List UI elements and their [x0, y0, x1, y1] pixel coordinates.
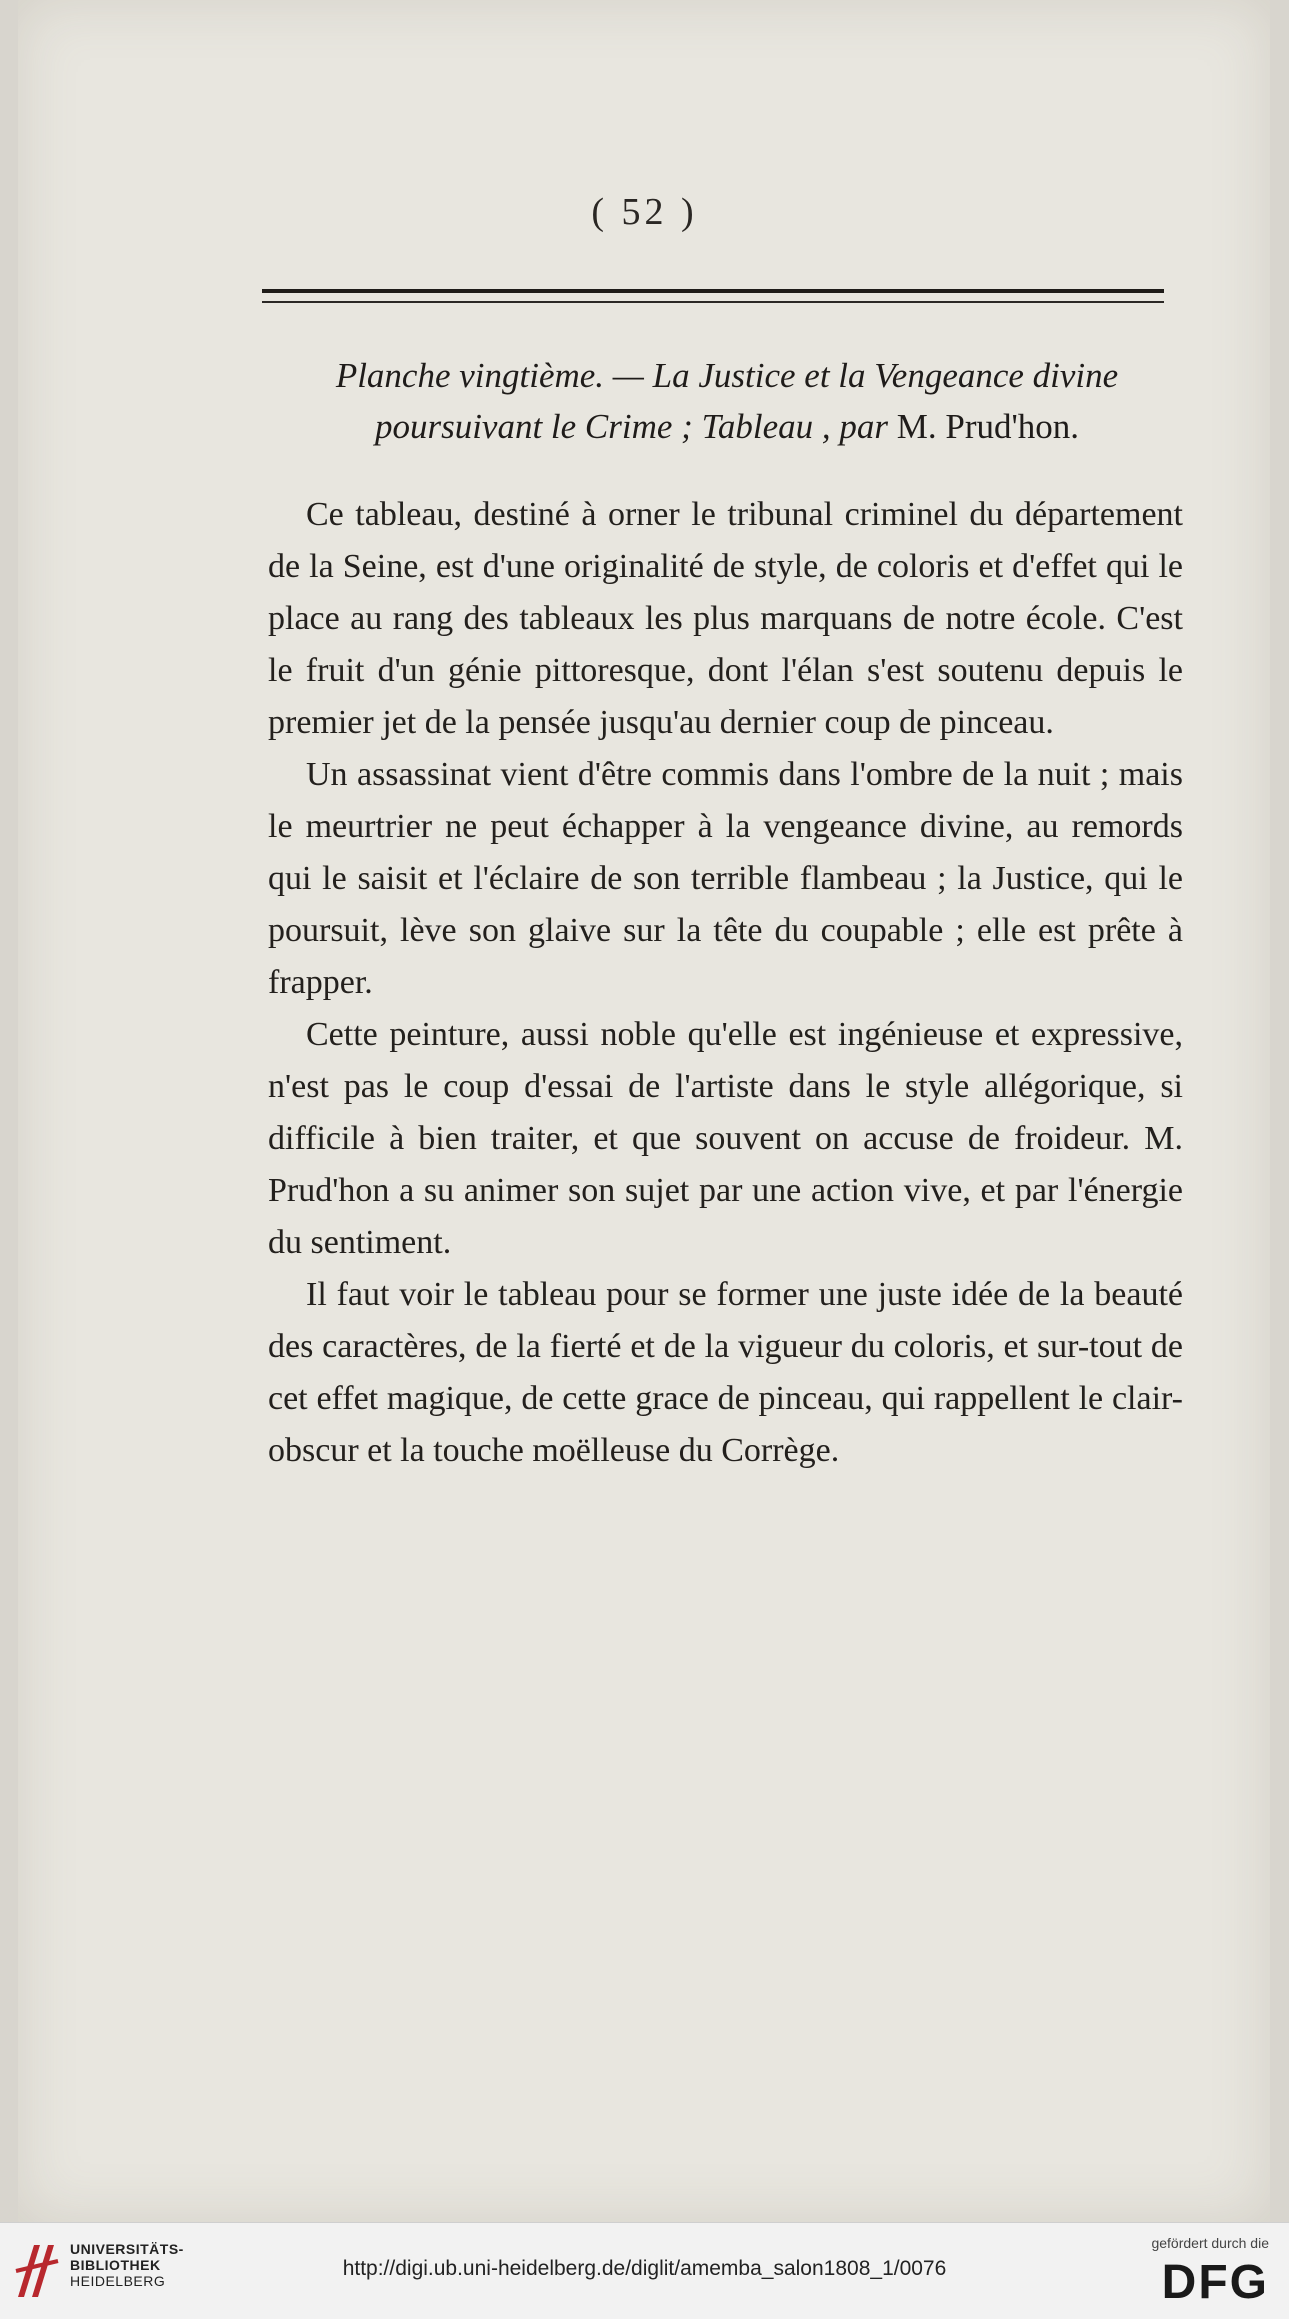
library-name: UNIVERSITÄTS- BIBLIOTHEK HEIDELBERG — [70, 2241, 184, 2289]
dfg-logo: DFG — [1161, 2256, 1269, 2309]
paragraph-1: Ce tableau, destiné à orner le tribunal criminel du département de la Seine, est d'une originalité de style, de coloris et d'effet qui le place au rang des tableaux les plus marquans de notre école. C'est le fruit d'un génie pittoresque, dont l'élan s'est soutenu depuis le premier jet de la pensée jusqu'au dernier coup de pinceau. — [268, 496, 1183, 741]
paragraph-2: Un assassinat vient d'être commis dans l'ombre de la nuit ; mais le meurtrier ne peut échapper à la vengeance divine, au remords qui le saisit et l'éclaire de son terrible flambeau ; la Justice, qui le poursuit, lève son glaive sur la tête du coupable ; elle est prête à frapper. — [268, 756, 1183, 1001]
paragraph-4: Il faut voir le tableau pour se former une juste idée de la beauté des caractères, de la fierté et de la vigueur du coloris, et sur-tout de cet effet magique, de cette grace de pinceau, qui rappellent le clair-obscur et la touche moëlleuse du Corrège. — [268, 1276, 1183, 1469]
paragraph-3: Cette peinture, aussi noble qu'elle est ingénieuse et expressive, n'est pas le coup d'essai de l'artiste dans le style allégorique, si difficile à bien traiter, et que souvent on accuse de froideur. M. Prud'hon a su animer son sujet par une action vive, et par l'énergie du sentiment. — [268, 1016, 1183, 1261]
header-rule-thick — [262, 289, 1164, 293]
source-url[interactable]: http://digi.ub.uni-heidelberg.de/diglit/amemba_salon1808_1/0076 — [342, 2257, 947, 2280]
page-number: ( 52 ) — [591, 191, 698, 233]
heading-line-2: poursuivant le Crime ; Tableau , par M. Prud'hon. — [374, 407, 1080, 446]
heading-line-1: Planche vingtième. — La Justice et la Vengeance divine — [335, 356, 1119, 395]
funding-caption: gefördert durch die — [1151, 2235, 1269, 2251]
header-rule-thin — [262, 301, 1164, 303]
footer-bar — [0, 2222, 1289, 2319]
body-text — [268, 489, 1183, 1477]
plate-heading — [262, 350, 1192, 452]
